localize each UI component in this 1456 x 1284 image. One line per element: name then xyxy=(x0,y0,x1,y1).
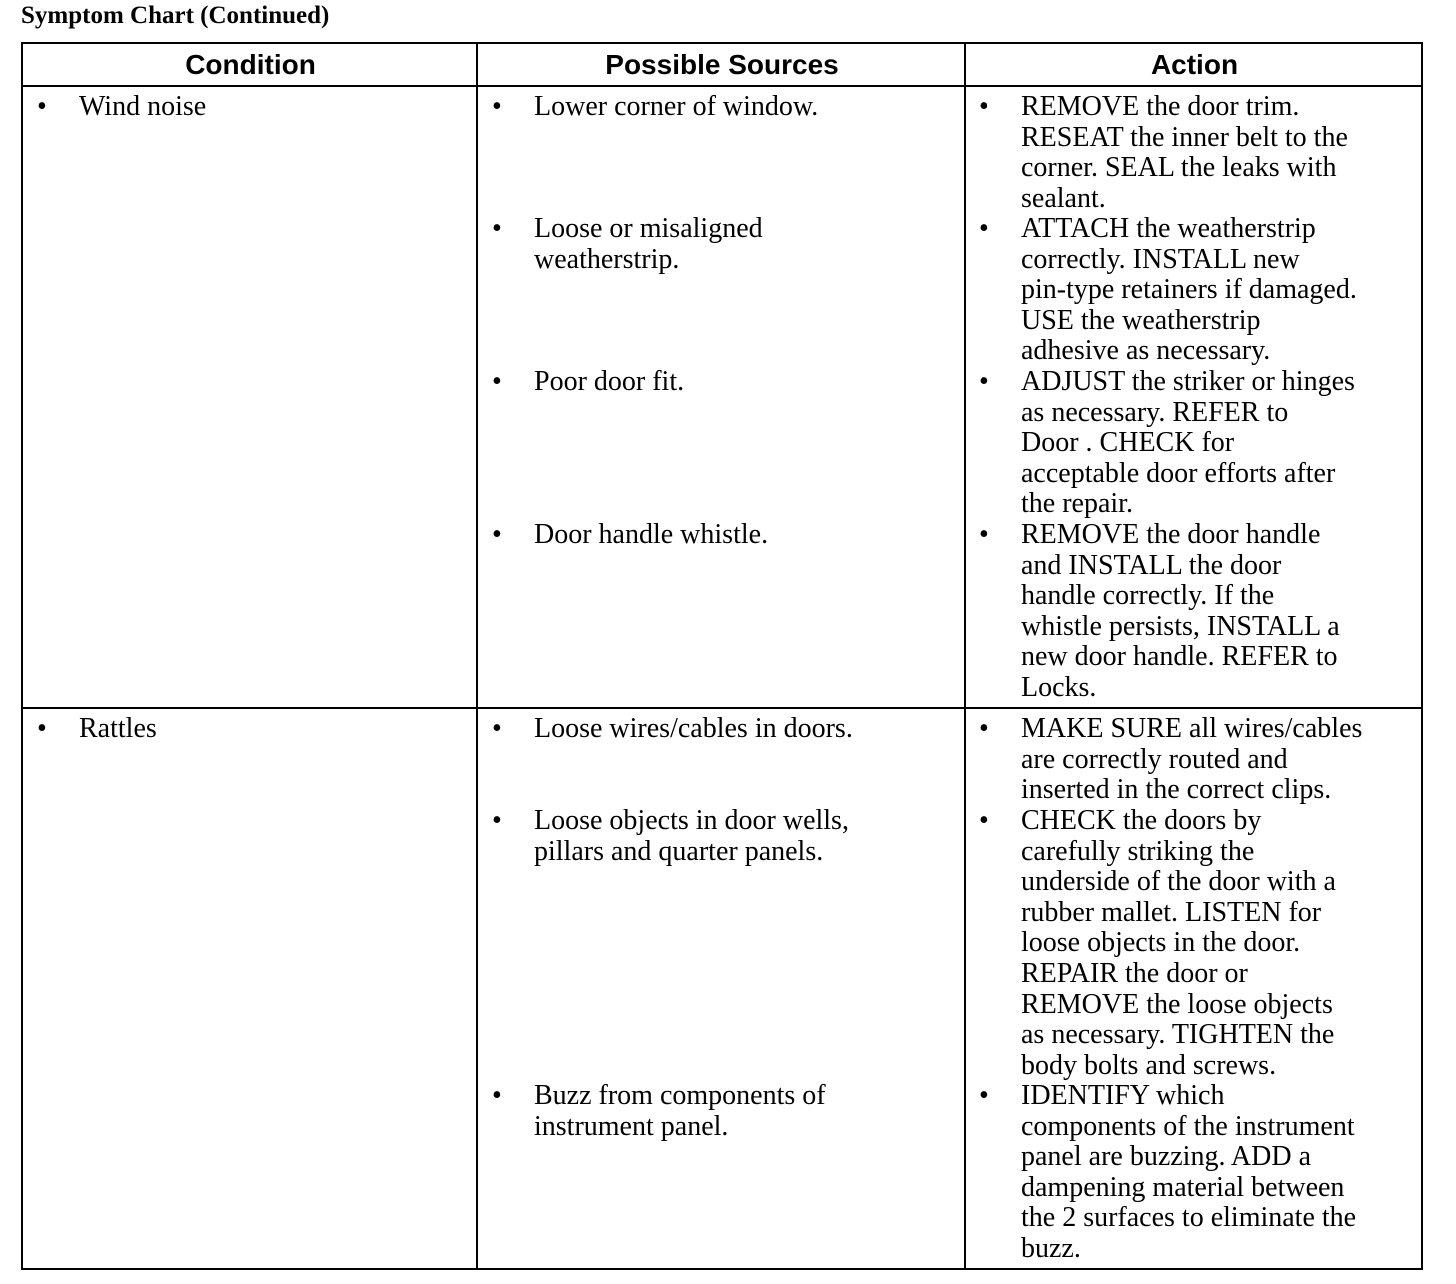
action-text: REMOVE the door handle and INSTALL the door handle correctly. If the whistle persists, INSTALL a new door handle. REFER to Locks. xyxy=(1021,519,1340,703)
row-divider xyxy=(23,707,1421,709)
bullet-icon: • xyxy=(492,805,502,836)
column-header-action: Action xyxy=(1150,49,1239,80)
source-text: Buzz from components of instrument panel. xyxy=(534,1080,826,1142)
source-text: Door handle whistle. xyxy=(534,519,769,550)
source-text: Lower corner of window. xyxy=(534,91,819,122)
source-text: Poor door fit. xyxy=(534,366,685,397)
bullet-icon: • xyxy=(979,519,989,550)
bullet-icon: • xyxy=(37,91,47,122)
bullet-icon: • xyxy=(979,1080,989,1111)
bullet-icon: • xyxy=(492,91,502,122)
bullet-icon: • xyxy=(492,519,502,550)
column-header-possible-sources: Possible Sources xyxy=(605,49,839,80)
source-text: Loose objects in door wells, pillars and quarter panels. xyxy=(534,805,849,867)
action-text: ADJUST the striker or hinges as necessary. REFER to Door . CHECK for acceptable door efforts after the repair. xyxy=(1021,366,1355,520)
action-text: IDENTIFY which components of the instrument panel are buzzing. ADD a dampening material between the 2 surfaces to eliminate the buzz. xyxy=(1021,1080,1357,1264)
condition-text: Wind noise xyxy=(79,91,207,122)
bullet-icon: • xyxy=(979,213,989,244)
symptom-chart-table xyxy=(21,42,1423,1270)
action-text: REMOVE the door trim. RESEAT the inner belt to the corner. SEAL the leaks with sealant. xyxy=(1021,91,1348,214)
action-text: ATTACH the weatherstrip correctly. INSTALL new pin-type retainers if damaged. USE the weatherstrip adhesive as necessary. xyxy=(1021,213,1357,367)
bullet-icon: • xyxy=(492,1080,502,1111)
bullet-icon: • xyxy=(37,713,47,744)
bullet-icon: • xyxy=(979,713,989,744)
action-text: CHECK the doors by carefully striking the underside of the door with a rubber mallet. LISTEN for loose objects in the door. REPAIR the door or REMOVE the loose objects as necessary. TIGHTEN the body bolts and screws. xyxy=(1021,805,1336,1081)
table-header-row xyxy=(23,44,1421,87)
action-text: MAKE SURE all wires/cables are correctly routed and inserted in the correct clips. xyxy=(1021,713,1363,806)
bullet-icon: • xyxy=(492,213,502,244)
bullet-icon: • xyxy=(979,91,989,122)
bullet-icon: • xyxy=(492,366,502,397)
bullet-icon: • xyxy=(492,713,502,744)
column-divider xyxy=(964,44,966,1268)
condition-text: Rattles xyxy=(79,713,157,744)
bullet-icon: • xyxy=(979,366,989,397)
source-text: Loose or misaligned weatherstrip. xyxy=(534,213,763,275)
bullet-icon: • xyxy=(979,805,989,836)
source-text: Loose wires/cables in doors. xyxy=(534,713,853,744)
page-title: Symptom Chart (Continued) xyxy=(21,2,330,29)
column-header-condition: Condition xyxy=(185,49,316,80)
column-divider xyxy=(476,44,478,1268)
